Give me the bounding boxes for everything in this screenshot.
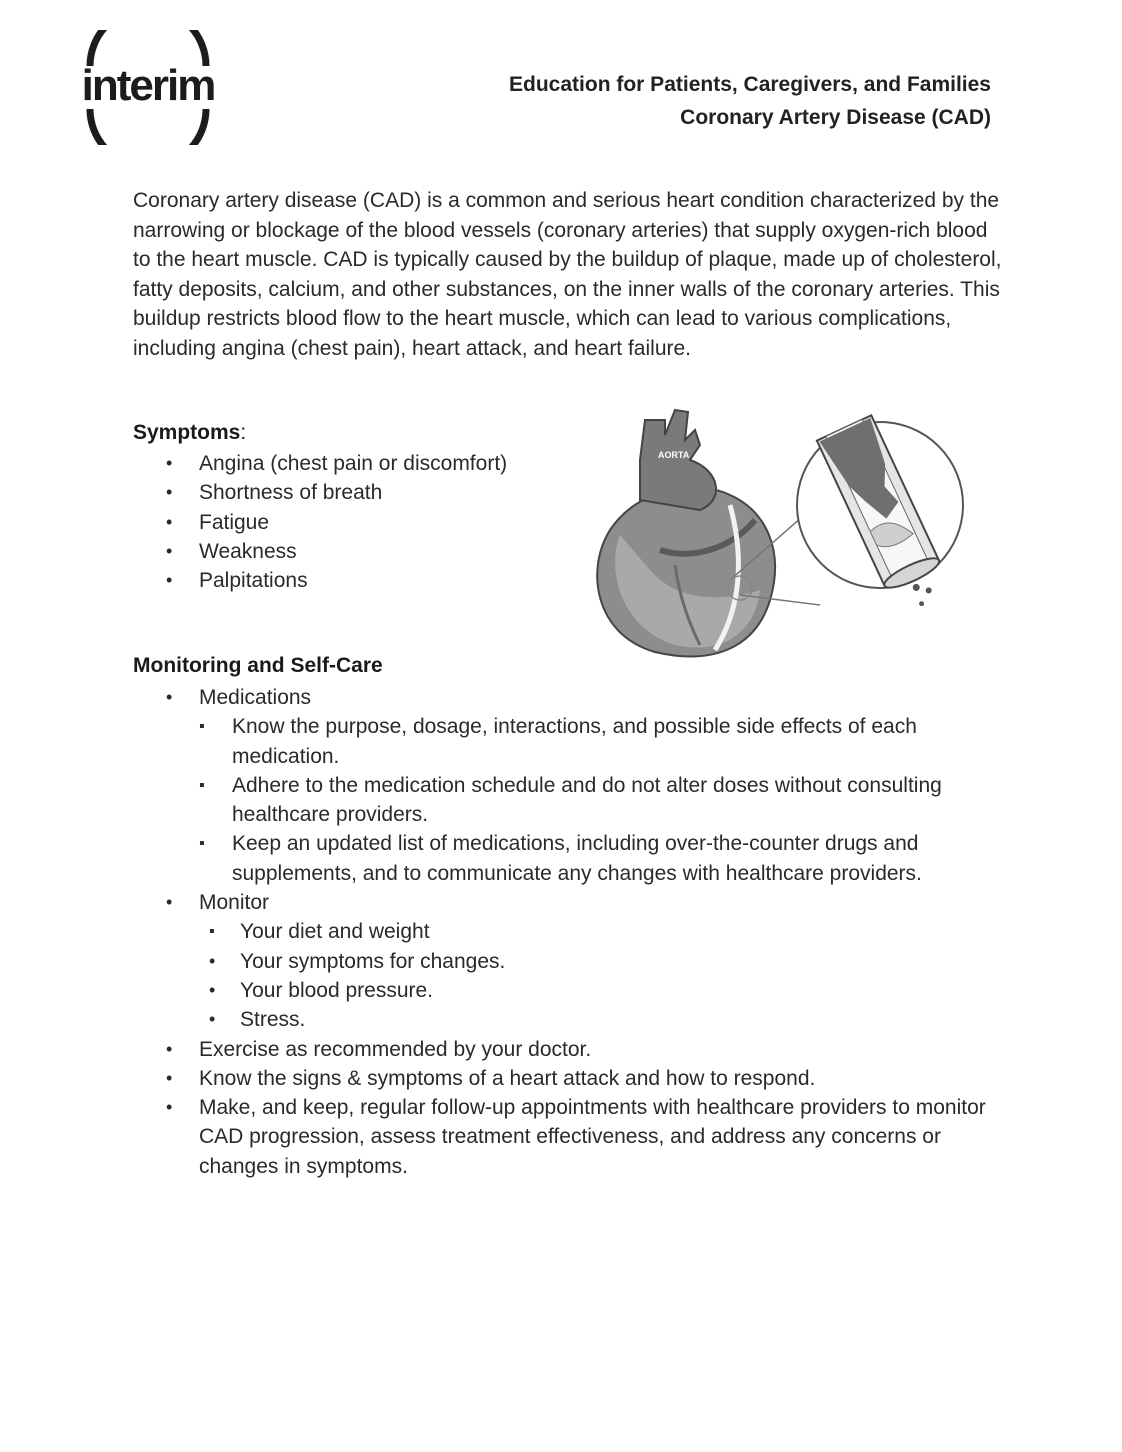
header-title: Coronary Artery Disease (CAD) bbox=[680, 106, 991, 129]
list-item: • Exercise as recommended by your doctor. bbox=[133, 1035, 1003, 1064]
monitor-label: Monitor bbox=[199, 891, 270, 915]
sublist-item: • Your symptoms for changes. bbox=[199, 947, 1003, 976]
sublist-item: • Your blood pressure. bbox=[199, 976, 1003, 1005]
list-item: • Know the signs & symptoms of a heart attack and how to respond. bbox=[133, 1064, 1003, 1093]
interim-logo bbox=[68, 30, 228, 145]
heart-artery-illustration bbox=[580, 400, 965, 665]
sublist-item: ▪ Adhere to the medication schedule and do not alter doses without consulting healthcare providers. bbox=[199, 771, 1003, 830]
intro-paragraph: Coronary artery disease (CAD) is a common and serious heart condition characterized by the narrowing or blockage of the blood vessels (coronary arteries) that supply oxygen-rich blood to the heart muscle. CAD is typically caused by the buildup of plaque, made up of cholesterol, fatty deposits, calcium, and other substances, on the inner walls of the coronary arteries. This buildup restricts blood flow to the heart muscle, which can lead to various complications, including angina (chest pain), heart attack, and heart failure. bbox=[133, 189, 1002, 360]
medications-label: Medications bbox=[199, 686, 312, 709]
sublist-item: ▪ Keep an updated list of medications, including over-the-counter drugs and supplements, and to communicate any changes with healthcare providers. bbox=[199, 829, 1003, 888]
logo-wordmark: interim bbox=[81, 61, 215, 110]
symptoms-title: Symptoms bbox=[133, 421, 241, 444]
header-subtitle: Education for Patients, Caregivers, and Families bbox=[509, 73, 991, 96]
sublist-item: ▪ Your diet and weight bbox=[199, 917, 1003, 946]
sublist-item: • Stress. bbox=[199, 1005, 1003, 1034]
symptoms-list bbox=[133, 449, 573, 595]
illustration-label: AORTA bbox=[658, 450, 690, 460]
monitor-sublist bbox=[199, 917, 1003, 1034]
symptoms-colon: : bbox=[240, 421, 247, 444]
list-item: • Angina (chest pain or discomfort) bbox=[133, 449, 573, 478]
list-item: • Palpitations bbox=[133, 566, 573, 595]
document-header bbox=[509, 68, 991, 134]
list-item: • Make, and keep, regular follow-up appointments with healthcare providers to monitor CAD progression, assess treatment effectiveness, and address any concerns or changes in symptoms. bbox=[133, 1093, 1003, 1181]
list-item: • Weakness bbox=[133, 537, 573, 566]
monitoring-heading: Monitoring and Self-Care bbox=[133, 654, 383, 677]
list-item: • Fatigue bbox=[133, 508, 573, 537]
sublist-item: ▪ Know the purpose, dosage, interactions, and possible side effects of each medication. bbox=[199, 712, 1003, 771]
list-item-medications bbox=[133, 683, 1003, 888]
medications-sublist bbox=[199, 712, 1003, 888]
symptoms-heading bbox=[133, 421, 246, 445]
monitoring-list bbox=[133, 683, 1003, 1181]
list-item: • Shortness of breath bbox=[133, 478, 573, 507]
heart-icon bbox=[597, 410, 775, 656]
list-item-monitor bbox=[133, 888, 1003, 1034]
artery-cross-section-icon bbox=[797, 415, 963, 617]
